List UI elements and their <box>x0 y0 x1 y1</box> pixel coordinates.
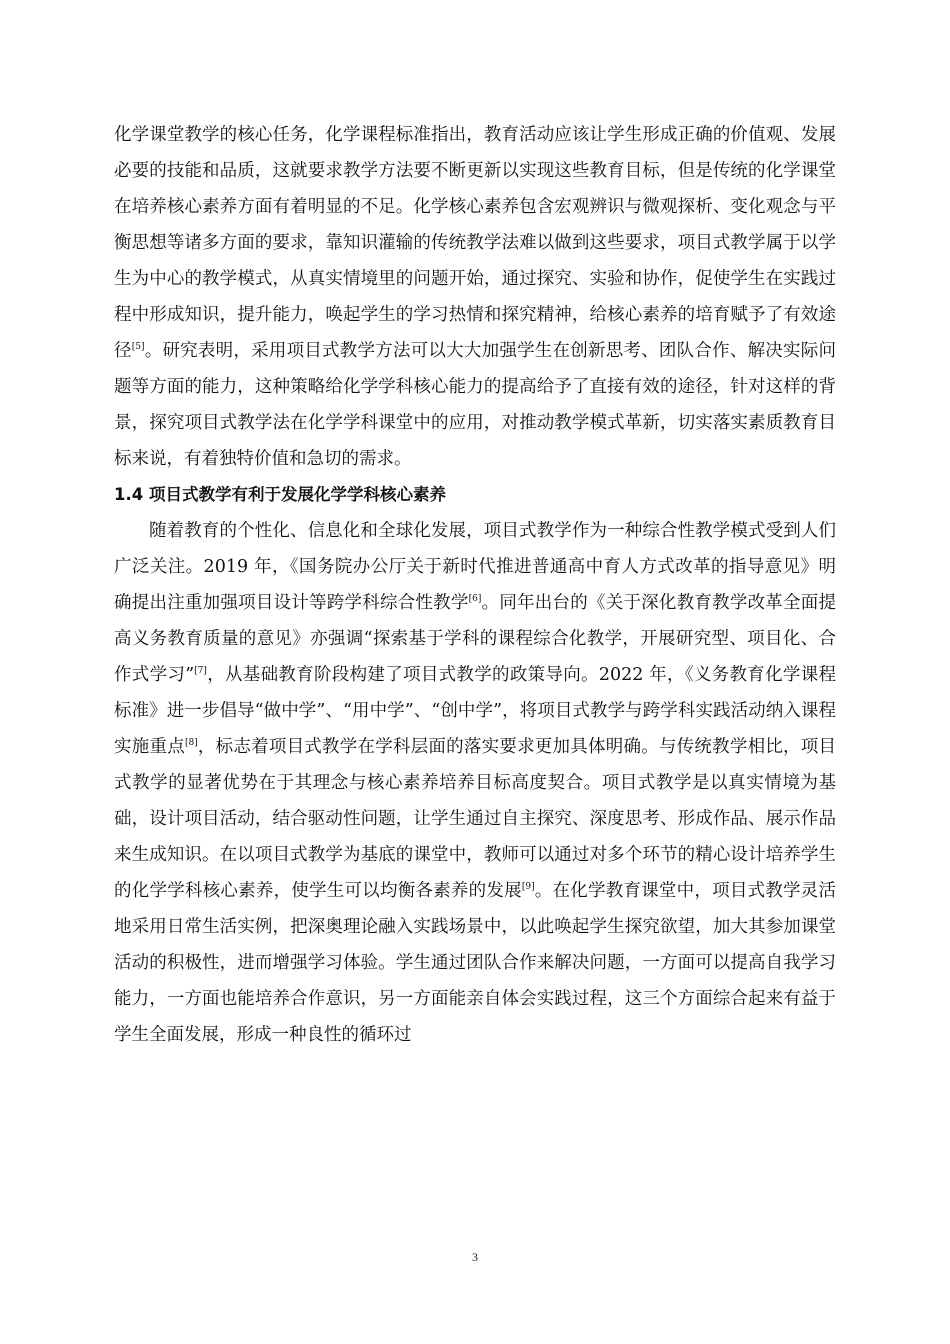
body-text <box>114 117 836 1053</box>
citation-8: [8] <box>184 738 198 748</box>
paragraph-1 <box>114 117 836 477</box>
citation-9: [9] <box>521 882 535 892</box>
paragraph-1-text-b: 。研究表明，采用项目式教学方法可以大大加强学生在创新思考、团队合作、解决实际问题等方面的能力，这种策略给化学学科核心能力的提高给予了直接有效的途径，针对这样的背景，探究项目式教学法在化学学科课堂中的应用，对推动教学模式革新，切实落实素质教育目标来说，有着独特价值和急切的需求。 <box>114 341 837 469</box>
paragraph-2-text-a: 随着教育的个性化、信息化和全球化发展，项目式教学作为一种综合性教学模式受到人们广泛关注。2019 年，《国务院办公厅关于新时代推进普通高中育人方式改革的指导意见》明确提出注重加强项目设计等跨学科综合性教学 <box>114 521 836 613</box>
paragraph-2-text-c: ，从基础教育阶段构建了项目式教学的政策导向。2022 年，《义务教育化学课程标准》进一步倡导“做中学”、“用中学”、“创中学”，将项目式教学与跨学科实践活动纳入课程实施重点 <box>114 665 836 757</box>
page-number: 3 <box>472 1250 478 1264</box>
paragraph-2-text-b: 。同年出台的《关于深化教育教学改革全面提高义务教育质量的意见》亦强调“探索基于学科的课程综合化教学，开展研究型、项目化、合作式学习” <box>114 593 836 685</box>
paragraph-1-text-a: 化学课堂教学的核心任务，化学课程标准指出，教育活动应该让学生形成正确的价值观、发展必要的技能和品质，这就要求教学方法要不断更新以实现这些教育目标，但是传统的化学课堂在培养核心素养方面有着明显的不足。化学核心素养包含宏观辨识与微观探析、变化观念与平衡思想等诸多方面的要求，靠知识灌输的传统教学法难以做到这些要求，项目式教学属于以学生为中心的教学模式，从真实情境里的问题开始，通过探究、实验和协作，促使学生在实践过程中形成知识，提升能力，唤起学生的学习热情和探究精神，给核心素养的培育赋予了有效途径 <box>114 125 836 361</box>
section-heading: 1.4 项目式教学有利于发展化学学科核心素养 <box>114 485 446 504</box>
paragraph-2 <box>114 513 836 1053</box>
citation-7: [7] <box>194 666 207 676</box>
paragraph-2-text-e: 。在化学教育课堂中，项目式教学灵活地采用日常生活实例，把深奥理论融入实践场景中，以此唤起学生探究欲望，加大其参加课堂活动的积极性，进而增强学习体验。学生通过团队合作来解决问题，一方面可以提高自我学习能力，一方面也能培养合作意识，另一方面能亲自体会实践过程，这三个方面综合起来有益于学生全面发展，形成一种良性的循环过 <box>114 881 837 1045</box>
citation-6: [6] <box>468 594 482 604</box>
citation-5: [5] <box>131 342 145 352</box>
paragraph-2-text-d: ，标志着项目式教学在学科层面的落实要求更加具体明确。与传统教学相比，项目式教学的显著优势在于其理念与核心素养培养目标高度契合。项目式教学是以真实情境为基础，设计项目活动，结合驱动性问题，让学生通过自主探究、深度思考、形成作品、展示作品来生成知识。在以项目式教学为基底的课堂中，教师可以通过对多个环节的精心设计培养学生的化学学科核心素养，使学生可以均衡各素养的发展 <box>114 737 837 901</box>
